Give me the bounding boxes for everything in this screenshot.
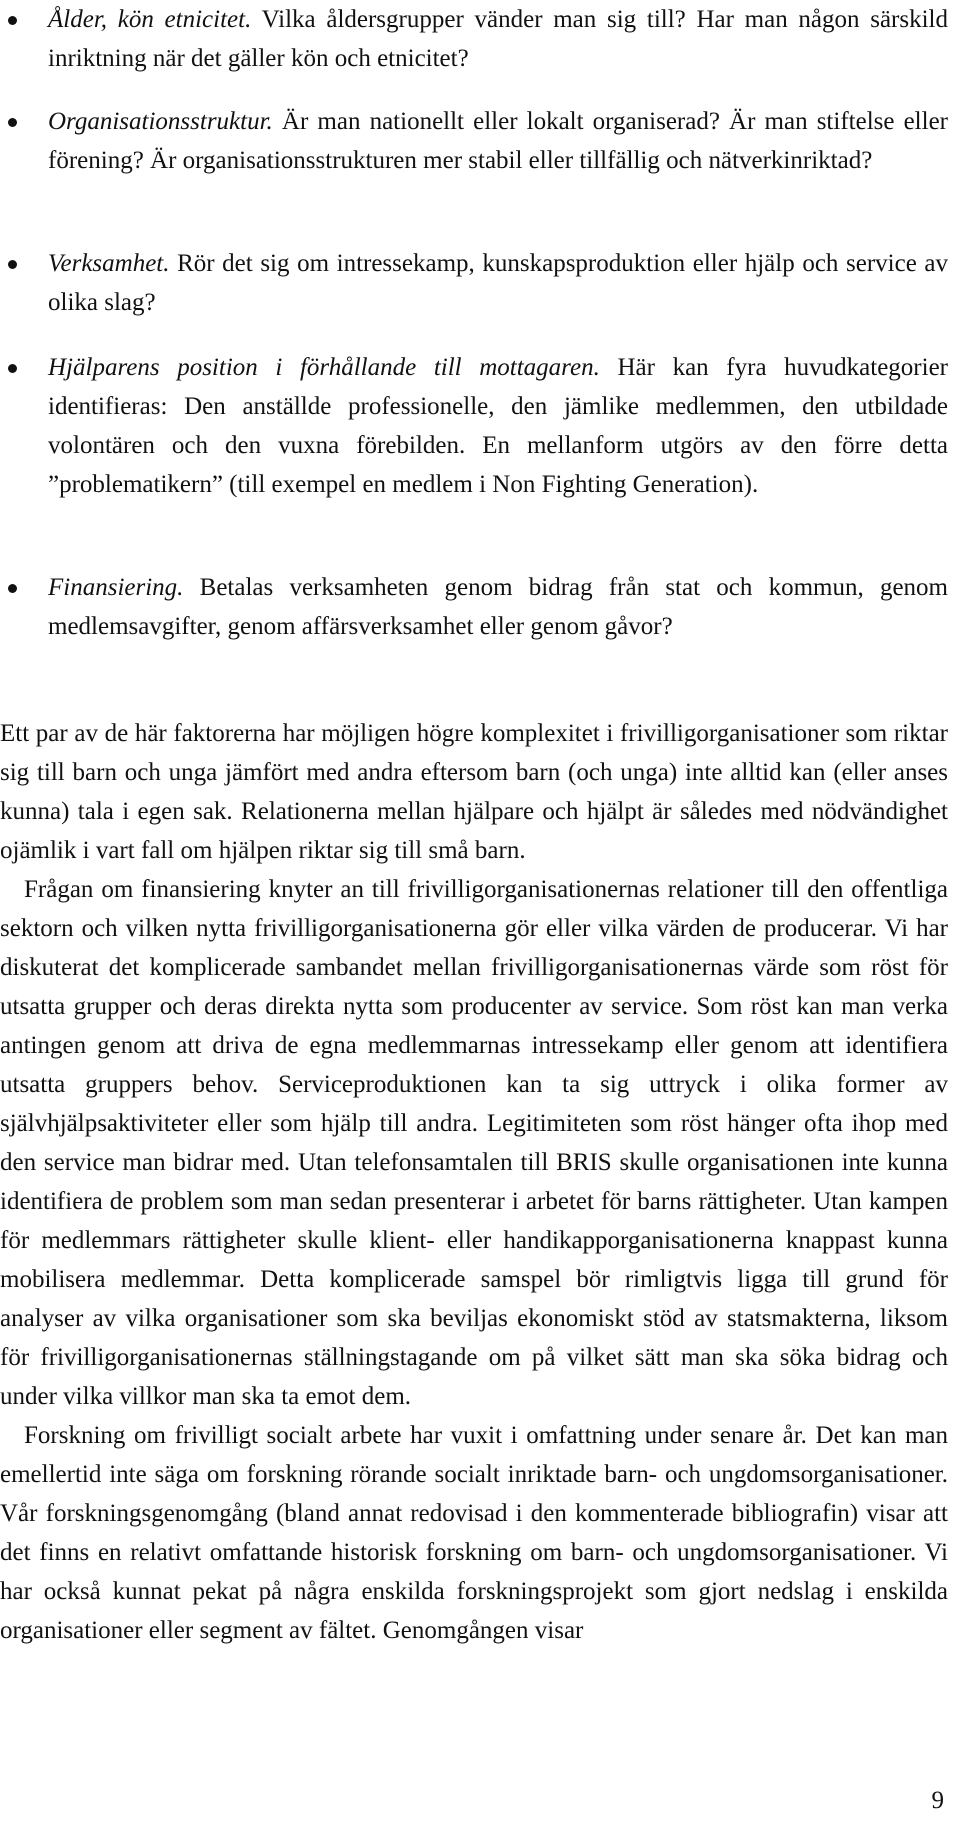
bullet-dot <box>8 16 17 25</box>
bullet-term: Hjälparens position i förhållande till mottagaren. <box>48 354 600 381</box>
bullet-term: Organisationsstruktur. <box>48 108 273 135</box>
bullet-text: Vilka åldersgrupper vänder man sig till? Har man någon särskild inriktning när det gäller kön och etnicitet? <box>48 6 949 72</box>
bullet-term: Verksamhet. <box>48 250 170 277</box>
bullet-item-financing <box>48 568 948 646</box>
bullet-dot <box>8 260 17 269</box>
paragraph-financing: Frågan om finansiering knyter an till frivilligorganisationernas relationer till den offentliga sektorn och vilken nytta frivilligorganisationerna gör eller vilka värden de producerar. Vi har diskuterat det komplicerade sambandet mellan frivilligorganisationernas värde som röst för utsatta grupper och deras direkta nytta som producenter av service. Som röst kan man verka antingen genom att driva de egna medlemmarnas intressekamp eller genom att identifiera utsatta gruppers behov. Serviceproduktionen kan ta sig uttryck i olika former av självhjälpsaktiviteter eller som hjälp till andra. Legitimiteten som röst hänger ofta ihop med den service man bidrar med. Utan telefonsamtalen till BRIS skulle organisationen inte kunna identifiera de problem som man sedan presenterar i arbetet för barns rättigheter. Utan kampen för medlemmars rättigheter skulle klient- eller handikapporganisationerna knappast kunna mobilisera medlemmar. Detta komplicerade samspel bör rimligtvis ligga till grund för analyser av vilka organisationer som ska beviljas ekonomiskt stöd av statsmakterna, liksom för frivilligorganisationernas ställningstagande om på vilket sätt man ska söka bidrag och under vilka villkor man ska ta emot dem. <box>0 876 948 1410</box>
bullet-dot <box>8 584 17 593</box>
page-number: 9 <box>931 1787 944 1814</box>
bullet-term: Finansiering. <box>48 574 184 601</box>
bullet-term: Ålder, kön etnicitet. <box>48 6 252 33</box>
paragraph-research: Forskning om frivilligt socialt arbete har vuxit i omfattning under senare år. Det kan man emellertid inte säga om forskning rörande socialt inriktade barn- och ungdomsorganisationer. Vår forskningsgenomgång (bland annat redovisad i den kommenterade bibliografin) visar att det finns en relativt omfattande historisk forskning om barn- och ungdomsorganisationer. Vi har också kunnat pekat på några enskilda forskningsprojekt som gjort nedslag i enskilda organisationer eller segment av fältet. Genomgången visar <box>0 1422 948 1644</box>
bullet-dot <box>8 364 17 373</box>
paragraph-complexity: Ett par av de här faktorerna har möjligen högre komplexitet i frivilligorganisationer som riktar sig till barn och unga jämfört med andra eftersom barn (och unga) inte alltid kan (eller anses kunna) tala i egen sak. Relationerna mellan hjälpare och hjälpt är således med nödvändighet ojämlik i vart fall om hjälpen riktar sig till små barn. <box>0 720 948 864</box>
bullet-text: Rör det sig om intressekamp, kunskapsproduktion eller hjälp och service av olika slag? <box>48 250 948 316</box>
bullet-dot <box>8 118 17 127</box>
bullet-item-helper-position <box>48 348 948 504</box>
bullet-item-activity <box>48 244 948 322</box>
bullet-text: Är man nationellt eller lokalt organiserad? Är man stiftelse eller förening? Är organisationsstrukturen mer stabil eller tillfällig och nätverkinriktad? <box>48 108 948 174</box>
bullet-text: Här kan fyra huvudkategorier identifieras: Den anställde professionelle, den jämlike medlemmen, den utbildade volontären och den vuxna förebilden. En mellanform utgörs av den förre detta ”problematikern” (till exempel en medlem i Non Fighting Generation). <box>48 354 948 498</box>
body-text <box>0 714 948 1650</box>
bullet-item-age-gender-ethnicity <box>48 0 948 78</box>
bullet-item-organisation-structure <box>48 102 948 180</box>
bullet-text: Betalas verksamheten genom bidrag från stat och kommun, genom medlemsavgifter, genom affärsverksamhet eller genom gåvor? <box>48 574 948 640</box>
